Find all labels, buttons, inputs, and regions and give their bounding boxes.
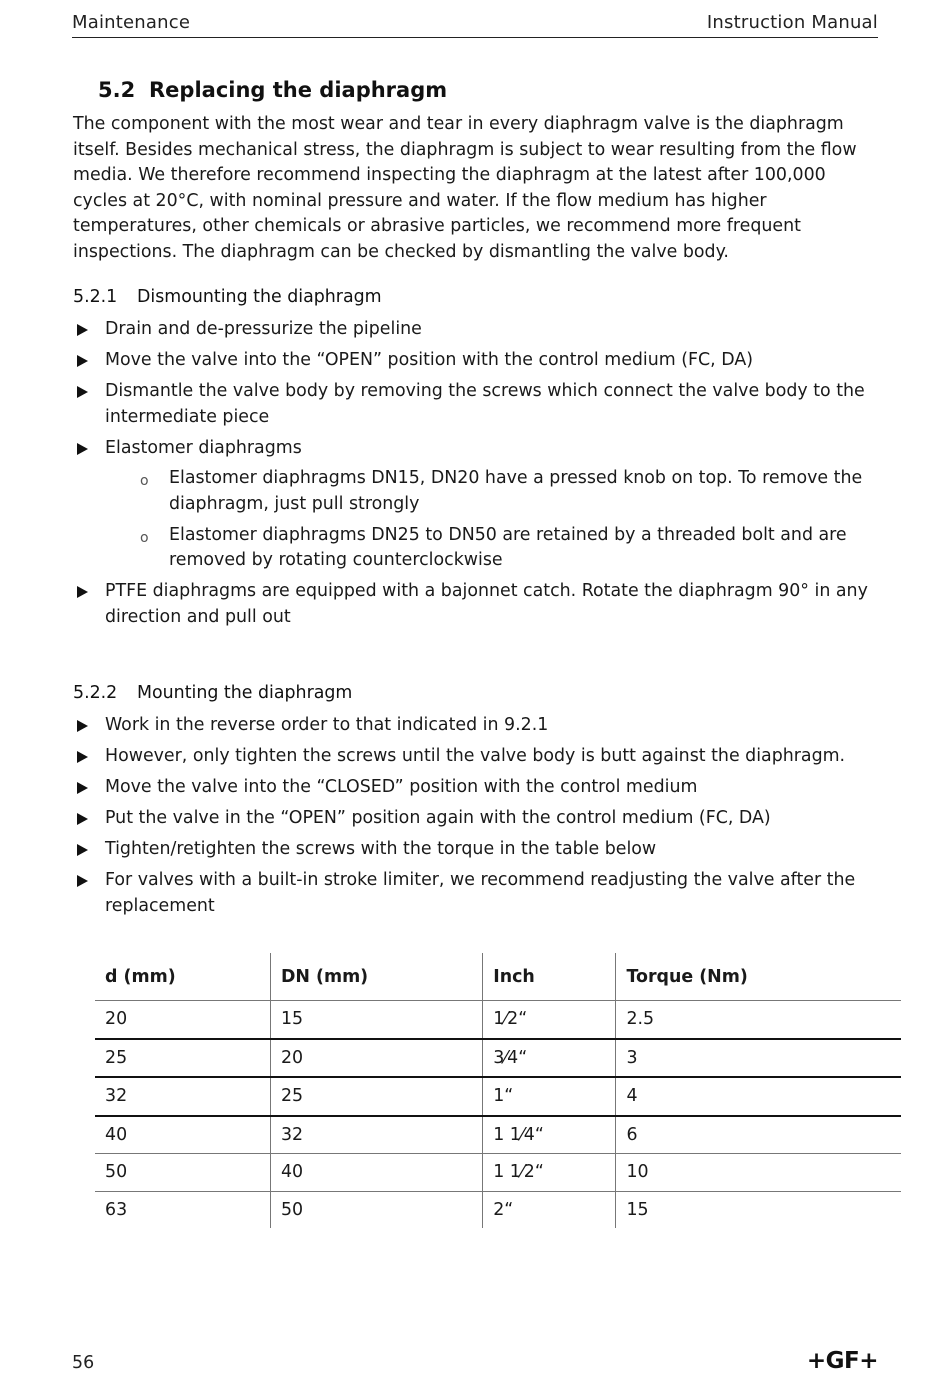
triangle-bullet-icon (77, 875, 88, 887)
list-item-text: Drain and de-pressurize the pipeline (105, 319, 422, 339)
table-row (95, 1154, 901, 1192)
table-row (95, 1077, 901, 1116)
section-number: 5.2 (98, 78, 136, 102)
table-cell: 25 (270, 1077, 482, 1116)
subsection-number: 5.2.1 (73, 287, 118, 307)
table-cell: 6 (616, 1116, 901, 1154)
table-cell: 15 (270, 1001, 482, 1039)
sub-list-item-text: Elastomer diaphragms DN15, DN20 have a pressed knob on top. To remove the diaphragm, just pull strongly (169, 468, 863, 514)
table-cell: 50 (95, 1154, 270, 1192)
column-header: Torque (Nm) (616, 953, 901, 1001)
table-row (95, 1039, 901, 1078)
section-title: Replacing the diaphragm (149, 78, 448, 102)
table-cell: 63 (105, 1199, 128, 1220)
list-item-text: Move the valve into the “CLOSED” position with the control medium (105, 777, 698, 797)
table-cell: 32 (270, 1116, 482, 1154)
subsection-title: Mounting the diaphragm (137, 683, 353, 703)
table-cell: 40 (95, 1116, 270, 1154)
triangle-bullet-icon (77, 813, 88, 825)
triangle-bullet-icon (77, 324, 88, 336)
table-row (95, 1191, 901, 1228)
table-cell: 32 (95, 1077, 270, 1116)
list-item (73, 348, 873, 374)
list-item (73, 317, 873, 343)
list-item-text: Put the valve in the “OPEN” position again with the control medium (FC, DA) (105, 808, 771, 828)
table-row (95, 1001, 901, 1039)
list-item-text: PTFE diaphragms are equipped with a bajonnet catch. Rotate the diaphragm 90° in any direction and pull out (105, 581, 868, 627)
list-item-text: For valves with a built-in stroke limiter, we recommend readjusting the valve after the replacement (105, 870, 856, 916)
table-cell: 10 (616, 1154, 901, 1192)
subsection-number: 5.2.2 (73, 683, 118, 703)
gf-logo: +GF+ (806, 1348, 878, 1374)
torque-table (95, 953, 901, 1228)
list-item-text: Move the valve into the “OPEN” position with the control medium (FC, DA) (105, 350, 754, 370)
table-cell: 50 (270, 1191, 482, 1228)
table-header-row (95, 953, 901, 1001)
circle-bullet-icon: o (140, 473, 149, 489)
table-cell: 20 (270, 1039, 482, 1078)
column-header: Inch (483, 953, 616, 1001)
column-header: d (mm) (95, 953, 270, 1001)
table-cell: 3⁄4“ (483, 1039, 616, 1078)
table-cell: 4 (616, 1077, 901, 1116)
table-cell: 2“ (483, 1191, 616, 1228)
list-item (73, 775, 873, 801)
table-row (95, 1116, 901, 1154)
table-cell: 1“ (483, 1077, 616, 1116)
table-cell: 40 (270, 1154, 482, 1192)
triangle-bullet-icon (77, 844, 88, 856)
mount-steps-list (73, 713, 873, 925)
table-cell: 2.5 (616, 1001, 901, 1039)
table-cell: 25 (95, 1039, 270, 1078)
triangle-bullet-icon (77, 586, 88, 598)
section-intro-paragraph: The component with the most wear and tear in every diaphragm valve is the diaphragm itself. Besides mechanical stress, the diaphragm is subject to wear resulting from the flow media. We therefore recommend inspecting the diaphragm at the latest after 100,000 cycles at 20°C, with nominal pressure and water. If the flow medium has higher temperatures, other chemicals or abrasive particles, we recommend more frequent inspections. The diaphragm can be checked by dismantling the valve body. (73, 114, 857, 262)
sub-list-item-text: Elastomer diaphragms DN25 to DN50 are retained by a threaded bolt and are removed by rotating counterclockwise (169, 524, 847, 570)
triangle-bullet-icon (77, 720, 88, 732)
list-item-text: Tighten/retighten the screws with the torque in the table below (105, 839, 657, 859)
sub-list-item (73, 466, 873, 517)
table-cell: 1 1⁄2“ (483, 1154, 616, 1192)
table-cell: 15 (616, 1191, 901, 1228)
triangle-bullet-icon (77, 355, 88, 367)
circle-bullet-icon: o (140, 529, 149, 546)
header-doc-title: Instruction Manual (706, 12, 878, 33)
page-number: 56 (72, 1353, 95, 1373)
triangle-bullet-icon (77, 386, 88, 398)
subsection-title: Dismounting the diaphragm (137, 287, 382, 307)
subsection-heading-dismount (73, 287, 382, 307)
column-header: DN (mm) (270, 953, 482, 1001)
list-item (73, 868, 873, 919)
list-item (73, 713, 873, 739)
triangle-bullet-icon (77, 782, 88, 794)
page-header (72, 10, 878, 38)
sub-list-item (73, 523, 873, 574)
subsection-heading-mount (73, 683, 352, 703)
table-cell: 20 (95, 1001, 270, 1039)
list-item (73, 379, 873, 430)
header-section-label: Maintenance (72, 12, 191, 33)
triangle-bullet-icon (77, 443, 88, 455)
list-item (73, 436, 873, 574)
list-item-text: Elastomer diaphragms (105, 437, 302, 458)
table-cell: 1 1⁄4“ (483, 1116, 616, 1154)
elastomer-sublist (105, 466, 873, 574)
list-item-text: However, only tighten the screws until the valve body is butt against the diaphragm. (105, 746, 846, 766)
list-item (73, 806, 873, 832)
triangle-bullet-icon (77, 751, 88, 763)
list-item-text: Dismantle the valve body by removing the screws which connect the valve body to the intermediate piece (105, 381, 865, 427)
section-heading (98, 78, 447, 102)
list-item (73, 744, 873, 770)
dismount-steps-list (73, 317, 873, 636)
table-cell: 3 (616, 1039, 901, 1078)
list-item-text: Work in the reverse order to that indicated in 9.2.1 (105, 715, 549, 735)
list-item (73, 579, 873, 630)
table-cell: 1⁄2“ (483, 1001, 616, 1039)
list-item (73, 837, 873, 863)
